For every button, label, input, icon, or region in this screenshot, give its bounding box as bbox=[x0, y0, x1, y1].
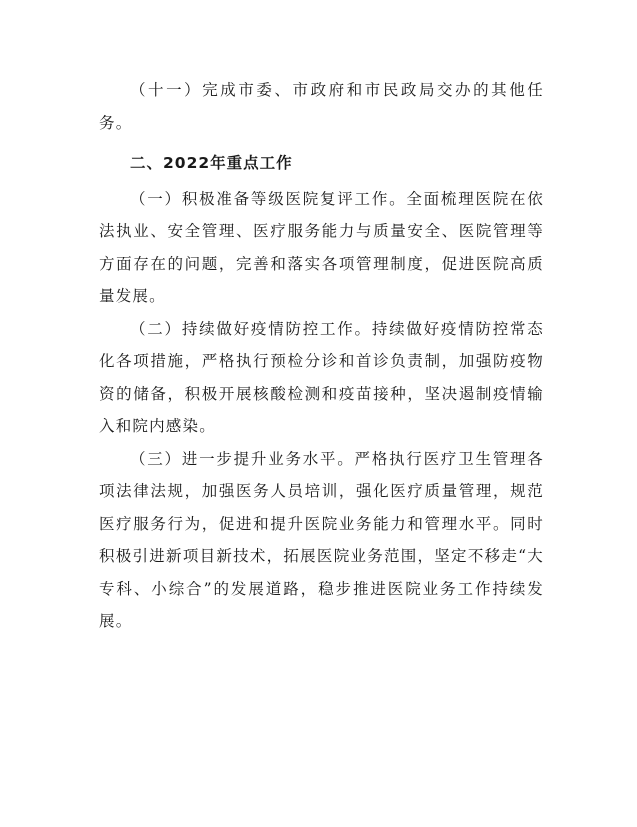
work-item-paragraph-2: （二）持续做好疫情防控工作。持续做好疫情防控常态化各项措施，严格执行预检分诊和首诊负责制，加强防疫物资的储备，积极开展核酸检测和疫苗接种，坚决遏制疫情输入和院内感染。 bbox=[99, 319, 544, 435]
item-eleven-paragraph: （十一）完成市委、市政府和市民政局交办的其他任务。 bbox=[99, 81, 544, 132]
work-item-paragraph-3: （三）进一步提升业务水平。严格执行医疗卫生管理各项法律法规，加强医务人员培训，强化医疗质量管理，规范医疗服务行为，促进和提升医院业务能力和管理水平。同时积极引进新项目新技术，拓展医院业务范围，坚定不移走“大专科、小综合”的发展道路，稳步推进医院业务工作持续发展。 bbox=[99, 449, 544, 630]
work-item-paragraph-1: （一）积极准备等级医院复评工作。全面梳理医院在依法执业、安全管理、医疗服务能力与质量安全、医院管理等方面存在的问题，完善和落实各项管理制度，促进医院高质量发展。 bbox=[99, 189, 544, 305]
section-heading: 二、2022年重点工作 bbox=[130, 154, 293, 172]
document-body bbox=[99, 74, 544, 638]
